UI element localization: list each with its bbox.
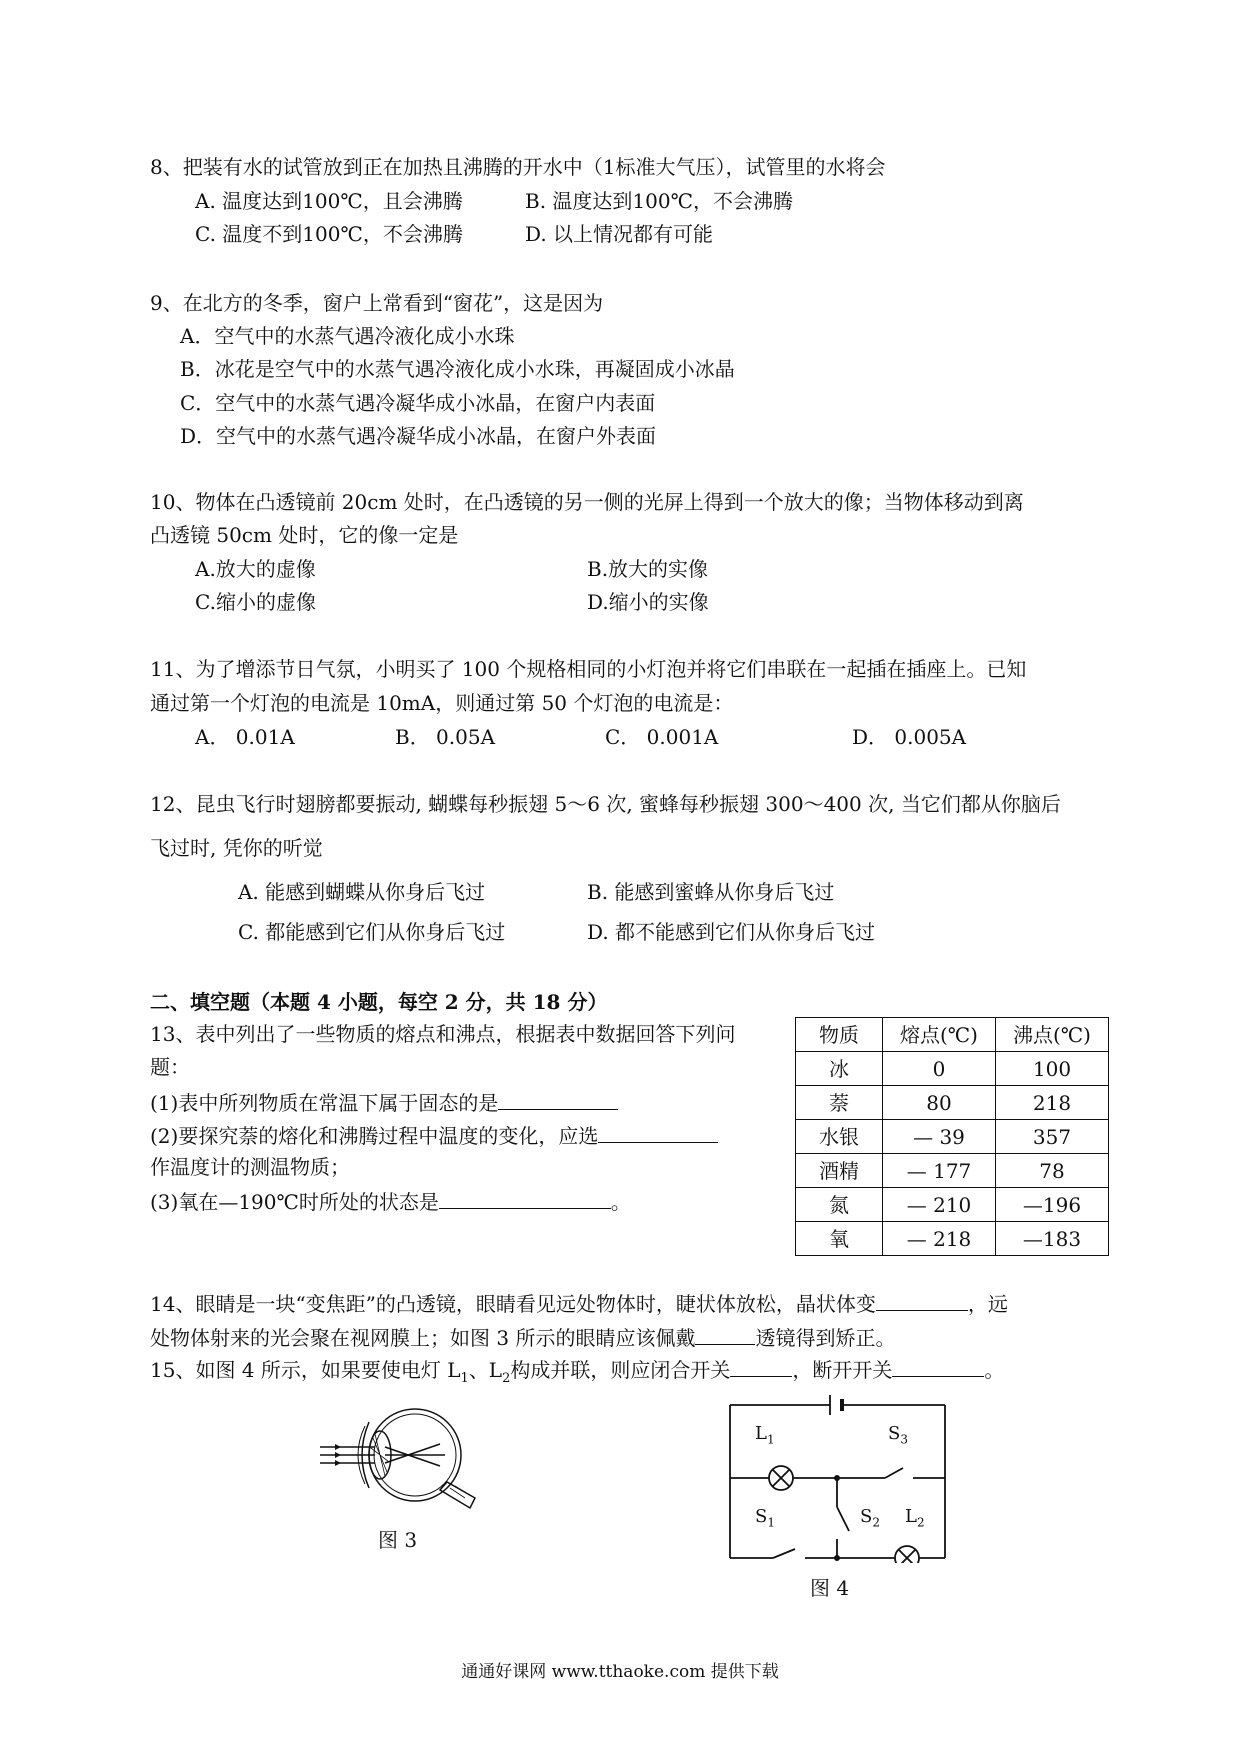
q11-option-c: C． 0.001A: [605, 725, 719, 749]
label-S1: [755, 1506, 775, 1530]
q8-option-c: C. 温度不到100℃，不会沸腾: [195, 222, 463, 246]
q11-stem-line2: 通过第一个灯泡的电流是 10mA，则通过第 50 个灯泡的电流是：: [150, 691, 734, 715]
table-cell: 357: [996, 1120, 1109, 1154]
table-row: [796, 1120, 1109, 1154]
table-cell: 100: [996, 1052, 1109, 1086]
q15-text-5: 。: [984, 1358, 1005, 1382]
table-row: [796, 1154, 1109, 1188]
q12-option-b: B. 能感到蜜蜂从你身后飞过: [587, 880, 835, 904]
q12-option-c: C. 都能感到它们从你身后飞过: [238, 920, 506, 944]
q11-option-d: D． 0.005A: [852, 725, 967, 749]
q11-option-b: B． 0.05A: [395, 725, 496, 749]
label-L2-sub: 2: [916, 1515, 925, 1530]
answer-blank[interactable]: [439, 1188, 611, 1209]
label-L1: [755, 1423, 775, 1447]
q11-stem-line1: 11、为了增添节日气氛，小明买了 100 个规格相同的小灯泡并将它们串联在一起插在插座上。已知: [150, 657, 1027, 681]
q8-stem: 8、把装有水的试管放到正在加热且沸腾的开水中（1标准大气压），试管里的水将会: [150, 155, 886, 179]
circuit-diagram: [715, 1383, 960, 1563]
eye-diagram: [315, 1400, 515, 1520]
q9-option-d: D．空气中的水蒸气遇冷凝华成小冰晶，在窗户外表面: [180, 424, 657, 448]
q9-stem: 9、在北方的冬季，窗户上常看到“窗花”，这是因为: [150, 291, 604, 315]
q8-option-b: B. 温度达到100℃，不会沸腾: [525, 189, 793, 213]
table-cell: 氮: [796, 1188, 883, 1222]
q15-text-4: ，断开开关: [792, 1358, 893, 1382]
table-cell: 78: [996, 1154, 1109, 1188]
table-row: [796, 1222, 1109, 1256]
table-cell: —183: [996, 1222, 1109, 1256]
table-row: [796, 1052, 1109, 1086]
table-cell: 水银: [796, 1120, 883, 1154]
q13-part1-text: (1)表中所列物质在常温下属于固态的是: [150, 1091, 499, 1115]
q15-text-2: 、L: [468, 1358, 503, 1382]
melting-boiling-table: [795, 1017, 1109, 1256]
table-cell: 萘: [796, 1086, 883, 1120]
label-L1-letter: L: [755, 1423, 767, 1444]
table-cell: 0: [883, 1052, 996, 1086]
q10-option-c: C.缩小的虚像: [195, 590, 316, 614]
q10-option-b: B.放大的实像: [587, 557, 709, 581]
label-S1-letter: S: [755, 1506, 768, 1527]
table-header-row: [796, 1018, 1109, 1052]
q13-part3-text: (3)氧在—190℃时所处的状态是: [150, 1190, 439, 1214]
q10-stem-line2: 凸透镜 50cm 处时，它的像一定是: [150, 523, 459, 547]
table-cell: 氧: [796, 1222, 883, 1256]
q10-option-d: D.缩小的实像: [587, 590, 709, 614]
answer-blank[interactable]: [892, 1356, 984, 1377]
answer-blank[interactable]: [730, 1356, 792, 1377]
label-S2-sub: 2: [872, 1515, 880, 1530]
label-L2: [905, 1506, 925, 1530]
q13-part1: [150, 1089, 618, 1115]
q13-part3: [150, 1188, 631, 1214]
q12-stem-line2: 飞过时, 凭你的听觉: [150, 836, 323, 860]
table-cell: 218: [996, 1086, 1109, 1120]
page-footer: 通通好课网 www.tthaoke.com 提供下载: [461, 1662, 779, 1682]
table-row: [796, 1188, 1109, 1222]
q9-option-c: C．空气中的水蒸气遇冷凝华成小冰晶，在窗户内表面: [180, 391, 656, 415]
label-S3: [888, 1423, 908, 1447]
answer-blank[interactable]: [695, 1324, 755, 1345]
table-cell: — 39: [883, 1120, 996, 1154]
q13-stem-line1: 13、表中列出了一些物质的熔点和沸点，根据表中数据回答下列问: [150, 1022, 736, 1046]
q14-line2-end: 透镜得到矫正。: [755, 1326, 896, 1350]
table-cell: 冰: [796, 1052, 883, 1086]
table-cell: —196: [996, 1188, 1109, 1222]
q10-stem-line1: 10、物体在凸透镜前 20cm 处时，在凸透镜的另一侧的光屏上得到一个放大的像；当物体移动到离: [150, 490, 1024, 514]
section-heading: 二、填空题（本题 4 小题，每空 2 分，共 18 分）: [150, 990, 608, 1014]
label-S2: [860, 1506, 880, 1530]
q15-text-1: 15、如图 4 所示，如果要使电灯 L: [150, 1358, 461, 1382]
table-row: [796, 1086, 1109, 1120]
q13-stem-line2: 题：: [150, 1055, 190, 1079]
q14-line2-text: 处物体射来的光会聚在视网膜上；如图 3 所示的眼睛应该佩戴: [150, 1326, 696, 1350]
answer-blank[interactable]: [598, 1122, 718, 1143]
q12-option-d: D. 都不能感到它们从你身后飞过: [587, 920, 876, 944]
label-S2-letter: S: [860, 1506, 873, 1527]
figure-3-caption: 图 3: [378, 1528, 418, 1552]
label-S1-sub: 1: [767, 1515, 775, 1530]
q13-part2: [150, 1122, 718, 1148]
table-header: 熔点(℃): [883, 1018, 996, 1052]
q13-part3-end: 。: [610, 1190, 631, 1214]
label-L1-sub: 1: [766, 1432, 775, 1447]
q14-line1-text: 14、眼睛是一块“变焦距”的凸透镜，眼睛看见远处物体时，睫状体放松，晶状体变: [150, 1292, 876, 1316]
answer-blank[interactable]: [876, 1290, 968, 1311]
q14-line1: [150, 1290, 1008, 1316]
q9-option-a: A．空气中的水蒸气遇冷液化成小水珠: [180, 324, 515, 348]
q14-line1-end: ，远: [967, 1292, 1008, 1316]
q11-option-a: A． 0.01A: [195, 725, 295, 749]
table-cell: — 218: [883, 1222, 996, 1256]
q15-subscript: 1: [460, 1371, 469, 1386]
q13-part2-cont: 作温度计的测温物质；: [150, 1155, 350, 1179]
table-header: 沸点(℃): [996, 1018, 1109, 1052]
q8-option-d: D. 以上情况都有可能: [525, 222, 714, 246]
label-L2-letter: L: [905, 1506, 917, 1527]
answer-blank[interactable]: [498, 1089, 618, 1110]
q15-subscript: 2: [502, 1371, 511, 1386]
q10-option-a: A.放大的虚像: [195, 557, 316, 581]
q9-option-b: B．冰花是空气中的水蒸气遇冷液化成小水珠，再凝固成小冰晶: [180, 357, 735, 381]
table-header: 物质: [796, 1018, 883, 1052]
q12-option-a: A. 能感到蝴蝶从你身后飞过: [238, 880, 486, 904]
label-S3-letter: S: [888, 1423, 901, 1444]
table-cell: — 210: [883, 1188, 996, 1222]
q13-part2-text: (2)要探究萘的熔化和沸腾过程中温度的变化，应选: [150, 1124, 599, 1148]
q14-line2: [150, 1324, 895, 1350]
table-cell: 酒精: [796, 1154, 883, 1188]
label-S3-sub: 3: [900, 1432, 908, 1447]
q15-text-3: 构成并联，则应闭合开关: [510, 1358, 731, 1382]
table-cell: — 177: [883, 1154, 996, 1188]
q8-option-a: A. 温度达到100℃，且会沸腾: [195, 189, 463, 213]
figure-4-caption: 图 4: [810, 1576, 850, 1600]
q15-line: [150, 1356, 1004, 1387]
table-cell: 80: [883, 1086, 996, 1120]
q12-stem-line1: 12、昆虫飞行时翅膀都要振动, 蝴蝶每秒振翅 5～6 次, 蜜蜂每秒振翅 300～400 次, 当它们都从你脑后: [150, 792, 1061, 816]
